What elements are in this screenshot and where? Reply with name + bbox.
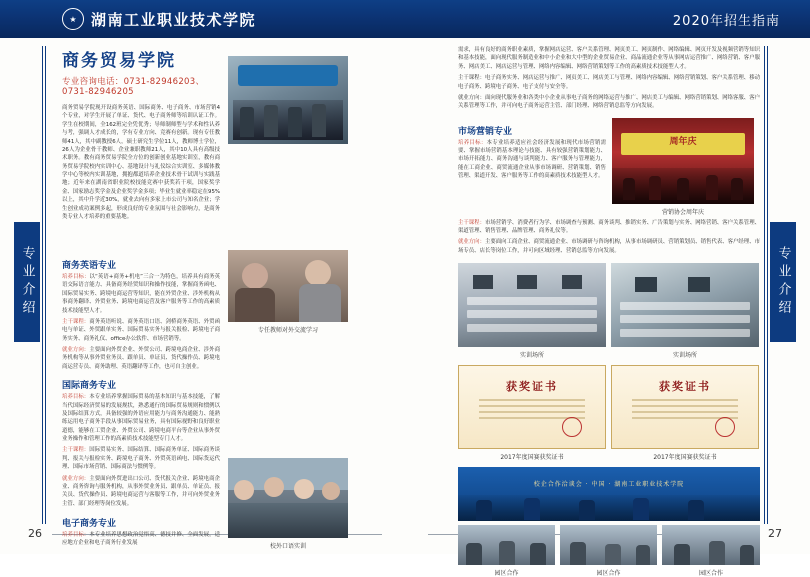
marketing-figure bbox=[612, 118, 754, 216]
goal-text-ecommerce: 本专业培养思想政治觉悟高、德技并修、全面发展，适应地方企业和电子商务行业发展 bbox=[62, 532, 220, 547]
ecommerce-paragraph-1: 需求，具有良好的商务职业素质，掌握网店运营、客户关系管理、网页美工、网页制作、网络编辑、网页开发及视频营销等知识和基本技能，面向现代服务制造业和中小企业和大中型的企业贸易企业、商品流通企业等从事网店运营推广、网络营销、客户服务、网店美工、网店运营与管理、网络内容编辑、网络营销策划等工作的高素质技术技能型人才。 bbox=[458, 47, 760, 70]
page-title: 商务贸易学院 bbox=[62, 51, 176, 71]
certificate-1-title: 获奖证书 bbox=[506, 379, 558, 393]
figure-certificate-2-caption: 2017年度国赛获奖证书 bbox=[653, 454, 717, 462]
figure-cooperation-3-image bbox=[662, 525, 760, 565]
ecommerce-paragraph-3: 就业方向：面向现代服务业和各类中小企业从事电子商务的网络运营与推广、网店美工与编辑、网络营销策划、网络客服、客户关系管理等工作，并可向电子商务运营主管、部门经理、网络营销总监等方向发展。 bbox=[458, 94, 760, 110]
major-english-jobs bbox=[62, 346, 220, 371]
ecommerce-paragraph-2: 主干课程：电子商务实务、网店运营与推广、网页美工、网店美工与管理、网络内容编辑、网络营销策划、客户关系管理、移动电子商务、跨境电子商务、电子支付与安全等。 bbox=[458, 75, 760, 90]
figure-training-room-1 bbox=[458, 263, 606, 359]
figure-cooperation-banner bbox=[458, 467, 760, 521]
figure-cooperation-1-caption: 园区合作 bbox=[494, 570, 519, 577]
figure-certificate-1 bbox=[458, 365, 606, 461]
figure-training-room-1-caption: 实训场所 bbox=[519, 352, 544, 360]
stage-banner: 周年庆 bbox=[621, 133, 746, 155]
guide-title: 2020年招生指南 bbox=[672, 13, 780, 29]
course-text-intl: 国际贸易实务、国际结算、国际商务单证、国际商务谈判、报关与报检实务、跨境电子商务、外贸英语函电、国际货运代理、国际市场营销、国际商法与惯例等。 bbox=[62, 447, 220, 471]
figure-marketing-anniversary-caption: 营销协会周年庆 bbox=[661, 208, 704, 216]
goal-label-english: 培养目标： bbox=[62, 274, 90, 280]
course-label-intl: 主干课程： bbox=[62, 447, 90, 454]
figure-campus-oral-caption: 校外口语实训 bbox=[269, 543, 306, 550]
school-name: 湖南工业职业技术学院 bbox=[91, 10, 257, 29]
figure-award-ceremony-image bbox=[228, 56, 348, 144]
figure-training-room-2 bbox=[611, 263, 759, 359]
department-phone: 专业咨询电话：0731-82946203、0731-82946205 bbox=[62, 77, 205, 97]
course-label-english: 主干课程： bbox=[62, 318, 90, 325]
school-seal-icon: ★ bbox=[62, 8, 84, 30]
left-rule bbox=[42, 46, 43, 524]
side-tab-left: 专业介绍 bbox=[14, 222, 40, 342]
certificate-2-seal-icon bbox=[715, 417, 735, 437]
figure-teacher-exchange bbox=[228, 250, 348, 322]
figure-training-room-2-image bbox=[611, 263, 759, 347]
job-label-english: 就业方向： bbox=[62, 347, 90, 353]
left-rule-2 bbox=[45, 46, 46, 524]
figure-marketing-anniversary-image bbox=[612, 118, 754, 204]
marketing-jobs bbox=[458, 238, 760, 255]
figure-cooperation-3 bbox=[662, 525, 760, 577]
right-rule-2 bbox=[764, 46, 765, 524]
middle-photo-column bbox=[228, 46, 348, 550]
figure-cooperation-banner-image bbox=[458, 467, 760, 521]
course-text-marketing: 市场营销学、消费者行为学、市场调查与预测、商务谈判、推销实务、广告策划与实务、网络营销、客户关系管理、渠道管理、销售管理、品牌管理、商务礼仪等。 bbox=[458, 219, 760, 234]
goal-label-ecommerce: 培养目标： bbox=[62, 532, 90, 538]
certificate-row bbox=[458, 365, 760, 461]
major-english-courses bbox=[62, 318, 220, 343]
figure-award-ceremony bbox=[228, 56, 348, 144]
job-text-english: 主要面向外贸企业、外贸公司、跨境电商企业、涉外商务机构等从事外贸业务员、跟单员、单证员、货代操作员、跨境电商运营专员、商务助理、英语翻译等工作，也可自主创业。 bbox=[62, 347, 220, 370]
goal-label-intl: 培养目标： bbox=[62, 394, 90, 401]
figure-certificate-1-caption: 2017年度国赛获奖证书 bbox=[500, 454, 564, 462]
goal-text-english: 以“英语+商务+机电”三合一为特色，培养具有商务英语交际语言能力、具备商务经贸知识和操作技能，掌握商务函电、国际贸易实务、跨境电商运营等知识，能在外贸企业、涉外机构从事商务翻译、外贸业务、跨境电商运营及客户服务等工作的高素质技术技能型人才。 bbox=[62, 274, 220, 314]
figure-cooperation-2-image bbox=[560, 525, 657, 565]
school-logo bbox=[62, 8, 256, 30]
major-title-international: 国际商务专业 bbox=[62, 381, 117, 392]
major-title-ecommerce: 电子商务专业 bbox=[62, 519, 117, 529]
course-text-english: 商务英语听说、商务英语口语、剑桥商务英语、外贸函电与单证、外贸跟单实务、国际贸易实务与报关报检、跨境电子商务实务、商务礼仪、office办公软件、市场营销等。 bbox=[62, 318, 220, 342]
goal-text-marketing: 本专业培养适应社会经济发展和现代市场营销需要、掌握市场营销基本理论与技能、具有较强营销策划能力、市场开拓能力、商务沟通与谈判能力、客户服务与管理能力，能在工商企业、商贸流通企业从事市场调研、营销策划、销售管理、渠道开发、客户服务等工作的高素质技术技能型人才。 bbox=[458, 139, 606, 180]
certificate-1-seal-icon bbox=[562, 417, 582, 437]
job-label-marketing: 就业方向： bbox=[458, 239, 485, 246]
department-intro: 商务贸易学院现开设商务英语、国际商务、电子商务、市场营销4个专业，对学生开展了单证、货代、电子商务师等培训认证工作。学生在校期间，全162班完全凭优秀；导师制师型与学术和性认养与考，强调人才成长的，学有专业方向、竞赛有创新。现有专任教师41人，其中副教授6人，硕士研究生学位11人，教师博士学位，26人为企业骨干教师、企业兼职教师21人，其中10人具有高级技术职务。教有商务贸易学院全方位的创新创业基地实训室，教有商务贸易学院校内实训中心、基地设计与礼仪综合实训室、多媒体教学中心等校内实训基地，拥抱都道培养企业技术骨干试训与实践基地；近年来在湖南省职业院校技能竞赛中获奖若干项，国家奖学金、国家励志奖学金及企业奖学金多项；毕业生就业率稳定在95%以上，其中升学近30%，就业去向有多家上市公司与知名企业；学生创业成功案例多起，形成良好的专业氛围与社会影响力，是商务类专业人才培养的重要基地。 bbox=[62, 105, 220, 220]
cooperation-row bbox=[458, 525, 760, 577]
marketing-courses bbox=[458, 219, 760, 236]
page-number-right: 27 bbox=[768, 527, 782, 540]
major-intl-courses bbox=[62, 446, 220, 471]
major-intl-goal bbox=[62, 393, 220, 443]
figure-campus-oral-image bbox=[228, 458, 348, 538]
major-intl-jobs bbox=[62, 475, 220, 509]
goal-text-intl: 本专业培养掌握国际贸易的基本知识与基本技能，了解当代国际经济贸易的发展规状，熟悉通行的国际贸易规则和惯例以及国际结算方式，具备较强的外语应用能力与商务沟通能力、能熟练运用电子商务手段从事国际贸易业务，具有国际视野和良好职业道德，能够在工贸企业、外贸公司、跨境电商平台等企业从事外贸业务操作和管理工作的高素质技术技能型专门人才。 bbox=[62, 394, 220, 442]
lab-photo-row bbox=[458, 263, 760, 359]
side-tab-right: 专业介绍 bbox=[770, 222, 796, 342]
major-ecommerce-goal bbox=[62, 531, 220, 548]
figure-cooperation-3-caption: 园区合作 bbox=[698, 570, 723, 577]
course-label-marketing: 主干课程： bbox=[458, 219, 485, 226]
right-column bbox=[458, 46, 760, 577]
figure-training-room-2-caption: 实训场所 bbox=[672, 352, 697, 360]
major-title-marketing: 市场营销专业 bbox=[458, 126, 513, 137]
certificate-2-title: 获奖证书 bbox=[659, 379, 711, 393]
cooperation-banner-text: 校企合作洽谈会 · 中国 · 湖南工业职业技术学院 bbox=[533, 481, 685, 488]
job-text-intl: 主要面向外贸进出口公司、货代报关企业、跨境电商企业、商务咨询与服务机构，从事外贸业务员、跟单员、单证员、报关员、货代操作员、跨境电商运营与客服等工作，并可向外贸业务主管、部门经理等岗位发展。 bbox=[62, 475, 220, 507]
figure-cooperation-2 bbox=[560, 525, 657, 577]
major-title-english: 商务英语专业 bbox=[62, 261, 117, 271]
figure-cooperation-1 bbox=[458, 525, 555, 577]
right-rule bbox=[767, 46, 768, 524]
goal-label-marketing: 培养目标： bbox=[458, 139, 487, 146]
major-english-goal bbox=[62, 273, 220, 315]
page-number-left: 26 bbox=[28, 527, 42, 540]
left-column bbox=[62, 46, 220, 548]
figure-training-room-1-image bbox=[458, 263, 606, 347]
job-text-marketing: 主要面向工商企业、商贸流通企业、市场调研与咨询机构，从事市场调研员、营销策划员、销售代表、客户经理、市场专员、店长等岗位工作，并可向区域经理、营销总监等方向发展。 bbox=[458, 239, 760, 254]
page-header bbox=[0, 0, 810, 38]
marketing-goal bbox=[458, 139, 606, 181]
figure-cooperation-2-caption: 园区合作 bbox=[596, 570, 621, 577]
figure-campus-oral bbox=[228, 458, 348, 538]
job-label-intl: 就业方向： bbox=[62, 475, 90, 482]
marketing-text bbox=[458, 118, 606, 216]
figure-teacher-exchange-caption: 专任教师对外交流学习 bbox=[257, 327, 318, 334]
figure-certificate-2 bbox=[611, 365, 759, 461]
figure-cooperation-1-image bbox=[458, 525, 555, 565]
marketing-section bbox=[458, 118, 760, 216]
figure-teacher-exchange-image bbox=[228, 250, 348, 322]
